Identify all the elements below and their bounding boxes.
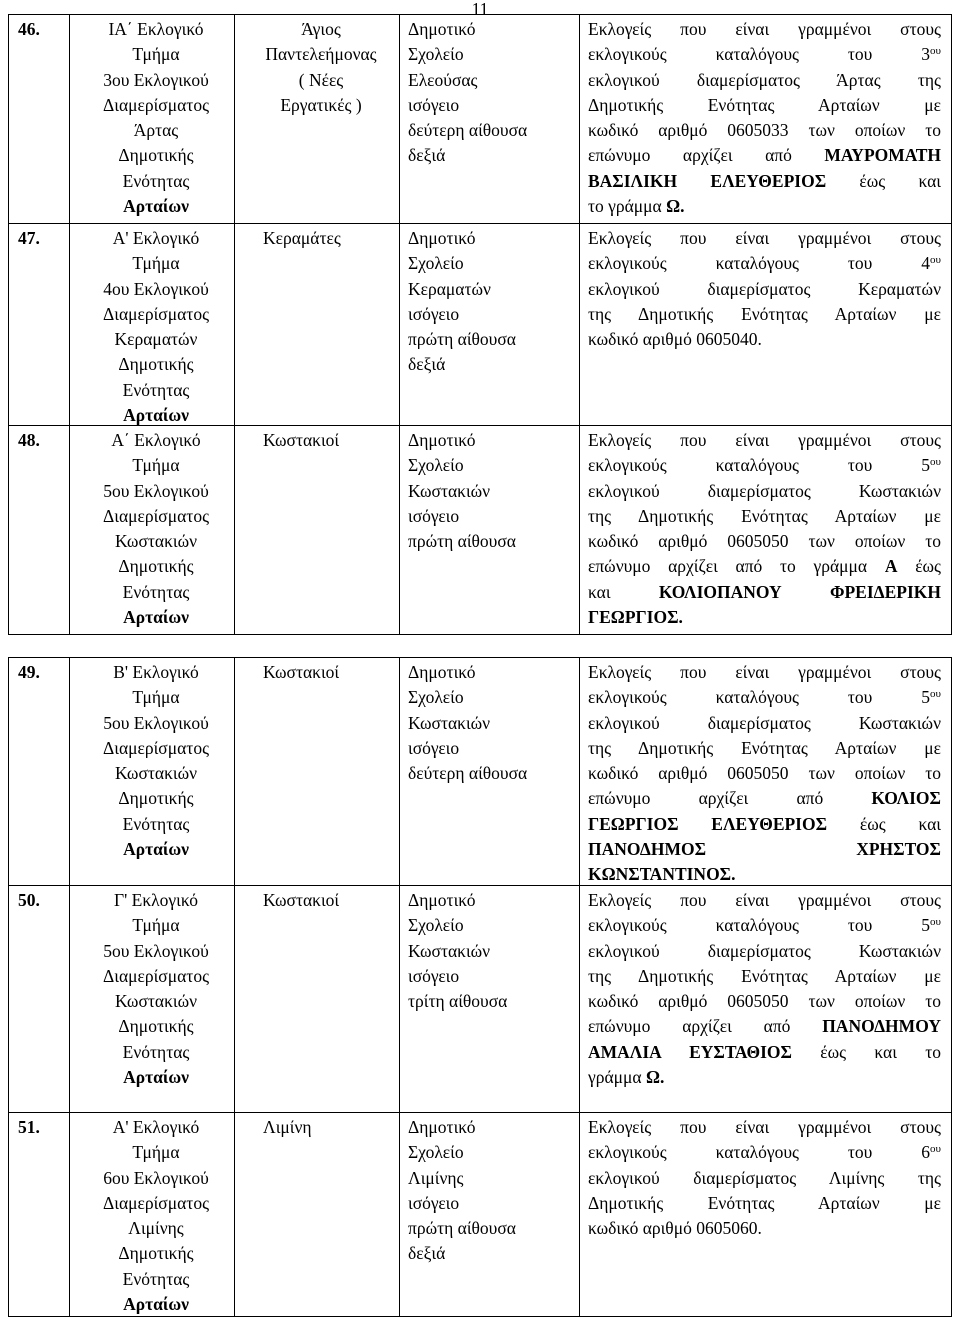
polling-station: Δημοτικό Σχολείο Κεραματών ισόγειο πρώτη αίθουσα δεξιά	[408, 228, 516, 375]
location: Άγιος Παντελεήμονας ( Νέες Εργατικές )	[265, 19, 377, 115]
row-number: 50.	[18, 890, 40, 910]
voters-description: Εκλογείς που είναι γραμμένοι στους εκλογικούς καταλόγους του $4^{o\upsilon}$ εκλογικού διαμερίσματος Κεραματών της Δημοτικής Ενότητας Αρταίων με κωδικό αριθμό 0605040.	[588, 228, 941, 350]
table-row	[9, 886, 951, 1113]
voters-description: Εκλογείς που είναι γραμμένοι στους εκλογικούς καταλόγους του $5^{o\upsilon}$ εκλογικού διαμερίσματος Κωστακιών της Δημοτικής Ενότητας Αρταίων με κωδικό αριθμό 0605050 των οποίων το επώνυμο αρχίζει από το γράμμα Α έως και ΚΟΛΙΟΠΑΝΟΥ ΦΡΕΙΔΕΡΙΚΗ ΓΕΩΡΓΙΟΣ.	[588, 430, 941, 628]
voters-description: Εκλογείς που είναι γραμμένοι στους εκλογικούς καταλόγους του $6^{o\upsilon}$ εκλογικού διαμερίσματος Λιμίνης της Δημοτικής Ενότητας Αρταίων με κωδικό αριθμό 0605060.	[588, 1117, 941, 1239]
electoral-section: Α΄ Εκλογικό Τμήμα 5ου Εκλογικού Διαμερίσματος Κωστακιών Δημοτικής Ενότητας Αρταίων	[103, 430, 209, 628]
polling-station: Δημοτικό Σχολείο Κωστακιών ισόγειο τρίτη αίθουσα	[408, 890, 508, 1012]
polling-station: Δημοτικό Σχολείο Κωστακιών ισόγειο πρώτη αίθουσα	[408, 430, 516, 552]
location: Κωστακιοί	[263, 430, 340, 450]
electoral-section: Α' Εκλογικό Τμήμα 6ου Εκλογικού Διαμερίσματος Λιμίνης Δημοτικής Ενότητας Αρταίων	[103, 1117, 209, 1315]
page-number: 11	[471, 0, 489, 19]
location: Κωστακιοί	[263, 662, 340, 682]
row-number: 47.	[18, 228, 40, 248]
voters-description: Εκλογείς που είναι γραμμένοι στους εκλογικούς καταλόγους του $3^{o\upsilon}$ εκλογικού διαμερίσματος Άρτας της Δημοτικής Ενότητας Αρταίων με κωδικό αριθμό 0605033 των οποίων το επώνυμο αρχίζει από ΜΑΥΡΟΜΑΤΗ ΒΑΣΙΛΙΚΗ ΕΛΕΥΘΕΡΙΟΣ έως και το γράμμα Ω.	[588, 19, 942, 217]
table-row	[9, 426, 951, 634]
row-number: 49.	[18, 662, 40, 682]
electoral-section: ΙΑ΄ Εκλογικό Τμήμα 3ου Εκλογικού Διαμερίσματος Άρτας Δημοτικής Ενότητας Αρταίων	[103, 19, 209, 217]
row-number: 46.	[18, 19, 40, 39]
polling-station: Δημοτικό Σχολείο Ελεούσας ισόγειο δεύτερη αίθουσα δεξιά	[408, 19, 528, 166]
table-bottom	[8, 657, 952, 1317]
electoral-section: Γ' Εκλογικό Τμήμα 5ου Εκλογικού Διαμερίσματος Κωστακιών Δημοτικής Ενότητας Αρταίων	[103, 890, 209, 1088]
table-row	[9, 1113, 951, 1316]
table-row	[9, 658, 951, 886]
table-top	[8, 14, 952, 635]
table-row	[9, 15, 951, 224]
location: Κωστακιοί	[263, 890, 340, 910]
row-number: 51.	[18, 1117, 40, 1137]
row-number: 48.	[18, 430, 40, 450]
location: Κεραμάτες	[263, 228, 341, 248]
polling-station: Δημοτικό Σχολείο Λιμίνης ισόγειο πρώτη αίθουσα δεξιά	[408, 1117, 516, 1264]
location: Λιμίνη	[263, 1117, 312, 1137]
polling-station: Δημοτικό Σχολείο Κωστακιών ισόγειο δεύτερη αίθουσα	[408, 662, 528, 784]
table-row	[9, 224, 951, 426]
voters-description: Εκλογείς που είναι γραμμένοι στους εκλογικούς καταλόγους του $5^{o\upsilon}$ εκλογικού διαμερίσματος Κωστακιών της Δημοτικής Ενότητας Αρταίων με κωδικό αριθμό 0605050 των οποίων το επώνυμο αρχίζει από ΚΟΛΙΟΣ ΓΕΩΡΓΙΟΣ ΕΛΕΥΘΕΡΙΟΣ έως και ΠΑΝΟΔΗΜΟΣ ΧΡΗΣΤΟΣ ΚΩΝΣΤΑΝΤΙΝΟΣ.	[588, 662, 941, 885]
electoral-section: Α' Εκλογικό Τμήμα 4ου Εκλογικού Διαμερίσματος Κεραματών Δημοτικής Ενότητας Αρταίων	[103, 228, 209, 426]
voters-description: Εκλογείς που είναι γραμμένοι στους εκλογικούς καταλόγους του $5^{o\upsilon}$ εκλογικού διαμερίσματος Κωστακιών της Δημοτικής Ενότητας Αρταίων με κωδικό αριθμό 0605050 των οποίων το επώνυμο αρχίζει από ΠΑΝΟΔΗΜΟΥ ΑΜΑΛΙΑ ΕΥΣΤΑΘΙΟΣ έως και το γράμμα Ω.	[588, 890, 941, 1088]
electoral-section: Β' Εκλογικό Τμήμα 5ου Εκλογικού Διαμερίσματος Κωστακιών Δημοτικής Ενότητας Αρταίων	[103, 662, 209, 860]
